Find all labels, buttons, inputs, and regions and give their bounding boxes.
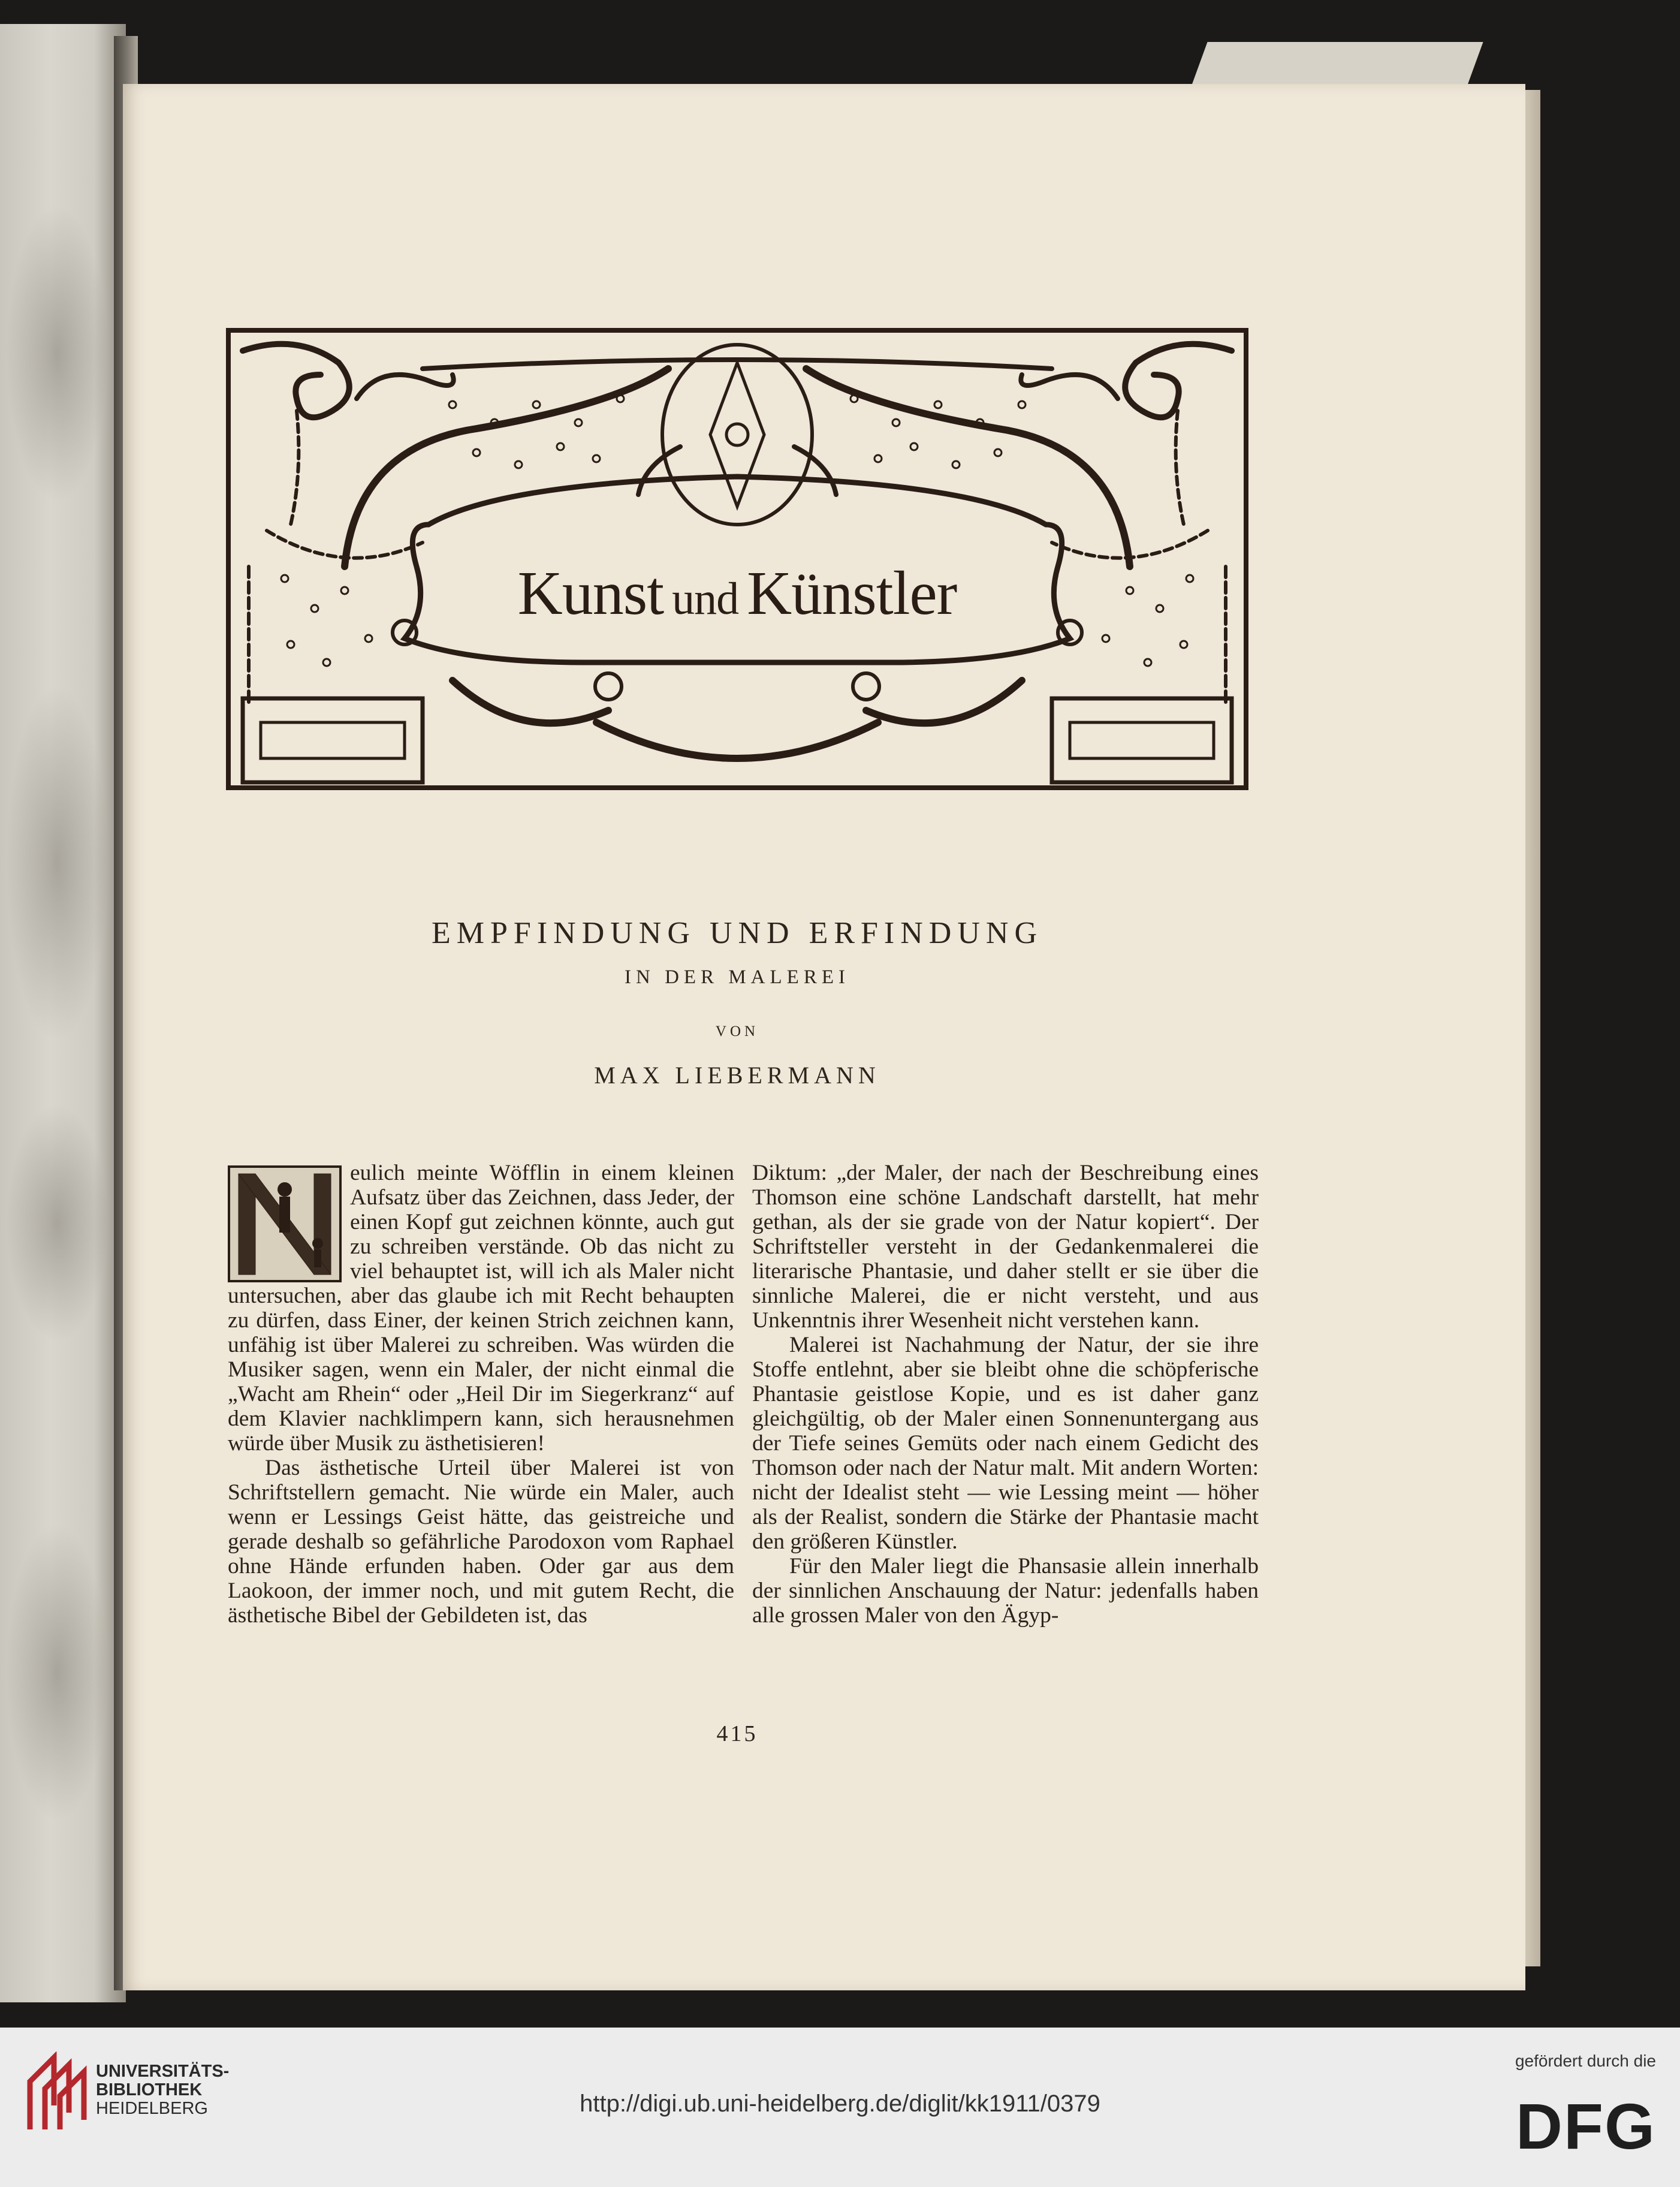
- article-subtitle: IN DER MALEREI: [625, 966, 850, 988]
- paragraph: Das ästhetische Urteil über Malerei ist von Schriftstellern gemacht. Nie würde ein Maler, auch wenn er Lessings Geist hätte, das geistreiche und gerade deshalb so gefährliche Parodoxon vom Raphael ohne Hände erfunden haben. Oder gar aus dem Laokoon, der immer noch, und mit gutem Recht, die ästhetische Bibel der Gebildeten ist, das: [228, 1456, 734, 1628]
- article-title: EMPFINDUNG UND ERFINDUNG: [431, 916, 1043, 950]
- header-vignette: [225, 327, 1250, 791]
- vignette-title-und: und: [672, 574, 739, 624]
- byline-prefix: VON: [715, 1023, 759, 1040]
- right-text-column: [752, 1161, 1259, 1628]
- library-name-line1: UNIVERSITÄTS-: [96, 2062, 230, 2081]
- funding-caption: gefördert durch die: [1515, 2052, 1656, 2070]
- author-name: MAX LIEBERMANN: [594, 1062, 880, 1089]
- facing-page: [0, 24, 126, 2002]
- vignette-title-kunst: Kunst: [517, 559, 664, 628]
- dfg-logo[interactable]: DFG: [1516, 2090, 1656, 2162]
- initial-n-illustration: [228, 1165, 342, 1282]
- paragraph: Für den Maler liegt die Phansasie allein innerhalb der sinnlichen Anschauung der Natur: jedenfalls haben alle grossen Maler von den Ägyp-: [752, 1554, 1259, 1628]
- page-number: 415: [716, 1721, 758, 1746]
- page-stack-edge: [1190, 42, 1483, 90]
- paragraph: eulich meinte Wöfflin in einem kleinen Aufsatz über das Zeichnen, dass Jeder, der einen Kopf gut zeichnen könnte, auch gut zu schreiben verstände. Ob das nicht zu viel behauptet ist, will ich als Maler nicht untersuchen, aber das glaube ich mit Recht behaupten zu dürfen, dass Einer, der keinen Strich zeichnen kann, unfähig ist über Malerei zu schreiben. Was würden die Musiker sagen, wenn ein Maler, der nicht einmal die „Wacht am Rhein“ oder „Heil Dir im Siegerkranz“ auf dem Klavier nachklimpern kann, sich herausnehmen würde über Musik zu ästhetisieren!: [228, 1161, 734, 1456]
- paragraph: Malerei ist Nachahmung der Natur, der sie ihre Stoffe entlehnt, aber sie bleibt ohne die schöpferische Phantasie geistlose Kopie, und es ist daher ganz gleichgültig, ob der Maler einen Sonnenuntergang aus der Tiefe seines Gemüts oder nach einem Gedicht des Thomson oder nach der Natur malt. Mit andern Worten: nicht der Idealist steht — wie Lessing meint — höher als der Realist, sondern die Stärke der Phantasie macht den größeren Künstler.: [752, 1333, 1259, 1554]
- library-name-line3: HEIDELBERG: [96, 2099, 208, 2118]
- vignette-title-kuenstler: Künstler: [747, 559, 957, 628]
- vignette-title: [225, 558, 1250, 629]
- document-url-link[interactable]: http://digi.ub.uni-heidelberg.de/diglit/kk1911/0379: [580, 2090, 1100, 2117]
- library-name-line2: BIBLIOTHEK: [96, 2080, 203, 2099]
- viewer-footer: [0, 2028, 1680, 2187]
- left-text-column: [228, 1161, 734, 1628]
- paragraph: Diktum: „der Maler, der nach der Beschreibung eines Thomson eine schöne Landschaft darstellt, hat mehr gethan, als der sie grade von der Natur kopiert“. Der Schriftsteller versteht in der Gedankenmalerei die literarische Phantasie, und daher stellt er sie über die sinnliche Malerei, die er nicht versteht, und aus Unkenntnis ihrer Wesenheit nicht verstehen kann.: [752, 1161, 1259, 1333]
